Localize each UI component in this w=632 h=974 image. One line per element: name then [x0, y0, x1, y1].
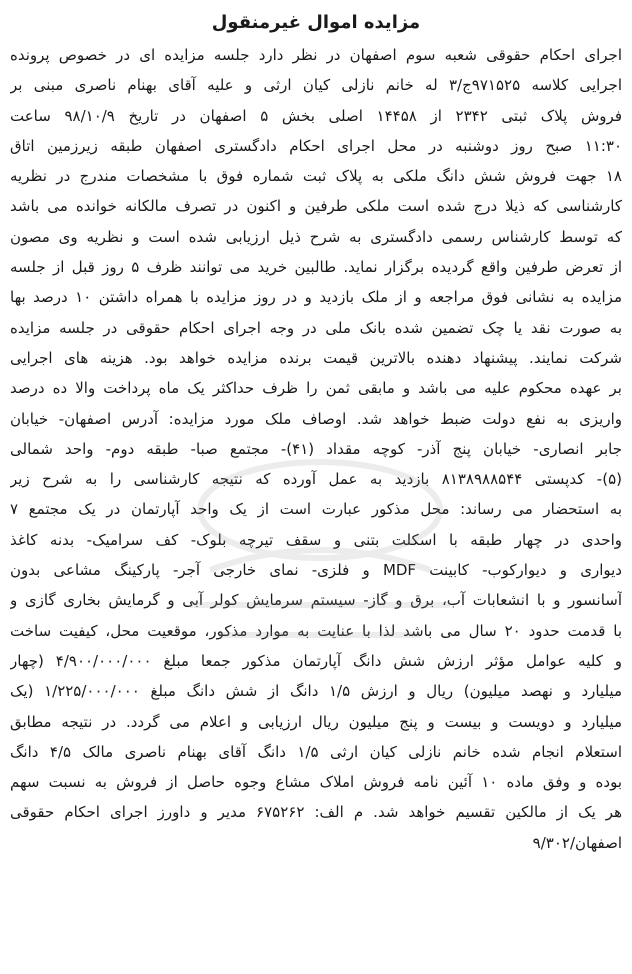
body-line: (۵)- کدپستی ۸۱۳۸۹۸۸۵۴۴ بازدید به عمل آورده که نتیجه کارشناسی را به شرح زیر — [10, 470, 622, 489]
body-line: شرکت نمایند. پیشنهاد دهنده بالاترین قیمت برنده مزایده خواهد بود. هزینه های اجرایی — [10, 348, 622, 367]
body-line: کارشناسی که ذیلا درج شده است ملکی طرفین و اکنون در تصرف مالکانه خوانده می باشد — [10, 197, 622, 216]
body-line: ۱۱:۳۰ صبح روز دوشنبه در محل اجرای احکام دادگستری اصفهان طبقه زیرزمین اتاق — [10, 136, 622, 155]
body-line: مزایده به نشانی فوق مراجعه و از ملک بازدید و در روز مزایده با همراه داشتن ۱۰ درصد بها — [10, 288, 622, 307]
notice-title: مزایده اموال غیرمنقول — [211, 12, 421, 33]
body-line: اجرایی کلاسه ۹۷۱۵۲۵ج/۳ له خانم نازلی کیان ارثی و علیه آقای بهنام ناصری مبنی بر — [10, 76, 622, 95]
body-line: جابر انصاری- خیابان پنج آذر- کوچه مقداد (۴۱)- مجتمع صبا- طبقه دوم- واحد شمالی — [10, 439, 622, 458]
body-line: واریزی به نفع دولت ضبط خواهد شد. اوصاف ملک مورد مزایده: آدرس اصفهان- خیابان — [10, 409, 622, 428]
body-line: هر یک از مالکین تقسیم خواهد شد. م الف: ۶۷۵۲۶۲ مدیر و داورز اجرای احکام حقوقی — [10, 803, 622, 822]
body-line: از تعرض طرفین واقع گردیده برگزار نماید. طالبین خرید می توانند ظرف ۵ روز قبل از جلسه — [10, 258, 622, 277]
body-line: بوده و وفق ماده ۱۰ آئین نامه فروش املاک مشاع وجوه حاصل از فروش به نسبت سهم — [10, 773, 622, 792]
body-line: با قدمت حدود ۲۰ سال می باشد لذا با عنایت به موارد مذکور، موقعیت محل، کیفیت ساخت — [10, 621, 622, 640]
body-line: فروش پلاک ثبتی ۲۳۴۲ از ۱۴۴۵۸ اصلی بخش ۵ اصفهان در تاریخ ۹۸/۱۰/۹ ساعت — [10, 106, 622, 125]
body-line: میلیارد و دویست و بیست و پنج میلیون ریال ارزیابی و اعلام می گردد. در نتیجه مطابق — [10, 712, 622, 731]
body-line: واحدی در چهار طبقه با اسکلت بتنی و سقف تیرچه بلوک- کف سرامیک- بدنه کاغذ — [10, 530, 622, 549]
body-line: استعلام انجام شده خانم نازلی کیان ارثی ۱/۵ دانگ آقای بهنام ناصری مالک ۴/۵ دانگ — [10, 742, 622, 761]
body-line: آسانسور و با انشعابات آب، برق و گاز- سیستم سرمایش کولر آبی و گرمایش بخاری گازی و — [10, 591, 622, 610]
body-line: ۱۸ جهت فروش شش دانگ ملکی به پلاک ثبت شماره فوق با مشخصات مندرج در نظریه — [10, 167, 622, 186]
body-line: به صورت نقد یا چک تضمین شده بانک ملی در وجه اجرای احکام حقوقی در جلسه مزایده — [10, 318, 622, 337]
body-line: که توسط کارشناس رسمی دادگستری به شرح ذیل ارزیابی شده است و نظریه وی مصون — [10, 227, 622, 246]
body-line: اصفهان/۹/۳۰۲ — [532, 833, 622, 852]
body-line: و کلیه عوامل مؤثر ارزش شش دانگ آپارتمان مذکور جمعا مبلغ ۴/۹۰۰/۰۰۰/۰۰۰ (چهار — [10, 651, 622, 670]
body-line: میلیارد و نهصد میلیون) ریال و ارزش ۱/۵ دانگ از شش دانگ مبلغ ۱/۲۲۵/۰۰۰/۰۰۰ (یک — [10, 682, 622, 701]
body-line: بر عهده محکوم علیه می باشد و مابقی ثمن را ظرف حداکثر یک ماه پرداخت والا ده درصد — [10, 379, 622, 398]
body-line: اجرای احکام حقوقی شعبه سوم اصفهان در نظر دارد جلسه مزایده ای در خصوص پرونده — [10, 46, 622, 64]
body-line: دیواری و دیوارکوب- کابینت MDF و فلزی- نمای خارجی آجر- پارکینگ مشاعی بدون — [10, 561, 622, 580]
notice-body — [10, 40, 622, 858]
body-line: به استحضار می رساند: محل مذکور عبارت است از یک واحد آپارتمان در یک مجتمع ۷ — [10, 500, 622, 519]
